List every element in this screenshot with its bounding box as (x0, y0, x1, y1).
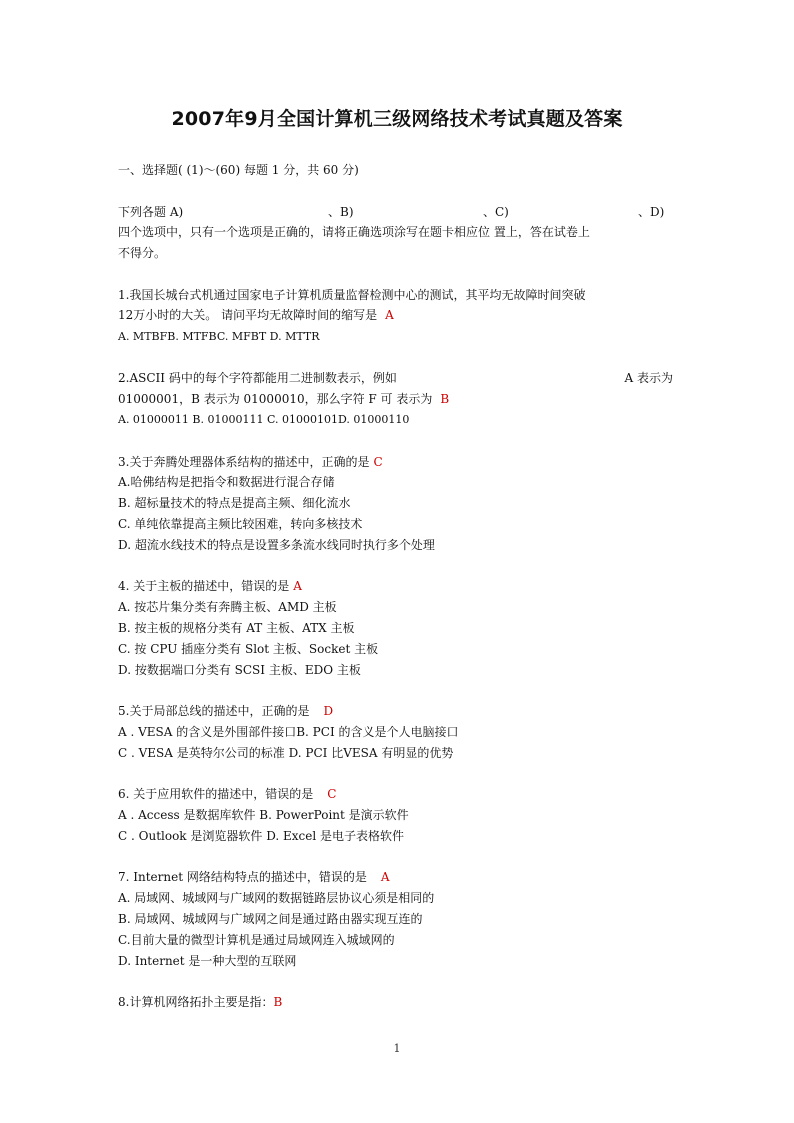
question-8-text: 8.计算机网络拓扑主要是指： (118, 995, 274, 1009)
question-2-options: A. 01000011 B. 01000111 C. 01000101D. 01000110 (118, 413, 410, 426)
question-7-answer: A (380, 870, 390, 884)
question-7-text: 7. Internet 网络结构特点的描述中，错误的是 (118, 870, 367, 884)
question-4-option-c: C. 按 CPU 插座分类有 Slot 主板、Socket 主板 (118, 642, 379, 656)
question-7-option-a: A. 局域网、城域网与广域网的数据链路层协议心须是相同的 (118, 891, 435, 905)
section-heading: 一、选择题( (1)～(60) 每题 1 分，共 60 分) (118, 163, 359, 177)
question-8-answer: B (273, 995, 283, 1009)
question-3-line-1 (118, 452, 383, 472)
question-1-options: A. MTBFB. MTFBC. MFBT D. MTTR (118, 330, 320, 343)
question-4-answer: A (293, 579, 302, 593)
question-6-line-1 (118, 784, 336, 804)
question-5-option-cd: C . VESA 是英特尔公司的标准 D. PCI 比VESA 有明显的优势 (118, 746, 454, 760)
intro-part-a: 下列各题 A) (118, 205, 184, 219)
question-6-answer: C (327, 787, 337, 801)
question-7-option-b: B. 局域网、城域网与广域网之间是通过路由器实现互连的 (118, 912, 423, 926)
question-5-answer: D (323, 704, 334, 718)
question-2-text: 01000001，B 表示为 01000010，那么字符 F 可 表示为 (118, 392, 433, 406)
question-7-line-1 (118, 867, 390, 887)
intro-part-b: 、B) (328, 205, 354, 219)
intro-line-1 (118, 202, 673, 222)
question-1-text: 12万小时的大关。 请问平均无故障时间的缩写是 (118, 308, 378, 322)
question-2-answer: B (440, 392, 450, 406)
question-6-option-ab: A . Access 是数据库软件 B. PowerPoint 是演示软件 (118, 808, 409, 822)
question-7-option-d: D. Internet 是一种大型的互联网 (118, 954, 297, 968)
question-4-text: 4. 关于主板的描述中，错误的是 (118, 579, 290, 593)
question-3-option-b: B. 超标量技术的特点是提高主频、细化流水 (118, 496, 351, 510)
intro-part-d: 、D) (638, 205, 665, 219)
question-3-answer: C (373, 455, 383, 469)
page-number: 1 (393, 1042, 401, 1055)
question-3-option-c: C. 单纯依靠提高主频比较困难，转向多核技术 (118, 517, 363, 531)
question-6-text: 6. 关于应用软件的描述中，错误的是 (118, 787, 314, 801)
intro-part-c: 、C) (483, 205, 509, 219)
question-3-option-a: A.哈佛结构是把指令和数据进行混合存储 (118, 475, 335, 489)
question-2-text-right: A 表示为 (624, 371, 673, 385)
question-3-option-d: D. 超流水线技术的特点是设置多条流水线同时执行多个处理 (118, 538, 435, 552)
question-1-line-2 (118, 305, 394, 325)
question-2-text-left: 2.ASCII 码中的每个字符都能用二进制数表示，例如 (118, 371, 397, 385)
question-4-option-d: D. 按数据端口分类有 SCSI 主板、EDO 主板 (118, 663, 361, 677)
question-5-text: 5.关于局部总线的描述中，正确的是 (118, 704, 310, 718)
question-5-option-ab: A . VESA 的含义是外围部件接口B. PCI 的含义是个人电脑接口 (118, 725, 459, 739)
question-3-text: 3.关于奔腾处理器体系结构的描述中，正确的是 (118, 455, 370, 469)
question-4-option-b: B. 按主板的规格分类有 AT 主板、ATX 主板 (118, 621, 355, 635)
question-6-option-cd: C . Outlook 是浏览器软件 D. Excel 是电子表格软件 (118, 829, 405, 843)
question-4-option-a: A. 按芯片集分类有奔腾主板、AMD 主板 (118, 600, 337, 614)
intro-line-2: 四个选项中，只有一个选项是正确的，请将正确选项涂写在题卡相应位 置上，答在试卷上 (118, 225, 590, 239)
question-1-answer: A (385, 308, 394, 322)
question-2-line-1 (118, 368, 673, 388)
page-title: 2007年9月全国计算机三级网络技术考试真题及答案 (171, 108, 623, 130)
question-8-line-1 (118, 992, 282, 1012)
question-4-line-1 (118, 576, 302, 596)
question-7-option-c: C.目前大量的微型计算机是通过局域网连入城域网的 (118, 933, 395, 947)
question-2-line-2 (118, 389, 449, 409)
question-1-line-1: 1.我国长城台式机通过国家电子计算机质量监督检测中心的测试，其平均无故障时间突破 (118, 288, 586, 302)
intro-line-3: 不得分。 (118, 246, 167, 260)
question-5-line-1 (118, 701, 333, 721)
